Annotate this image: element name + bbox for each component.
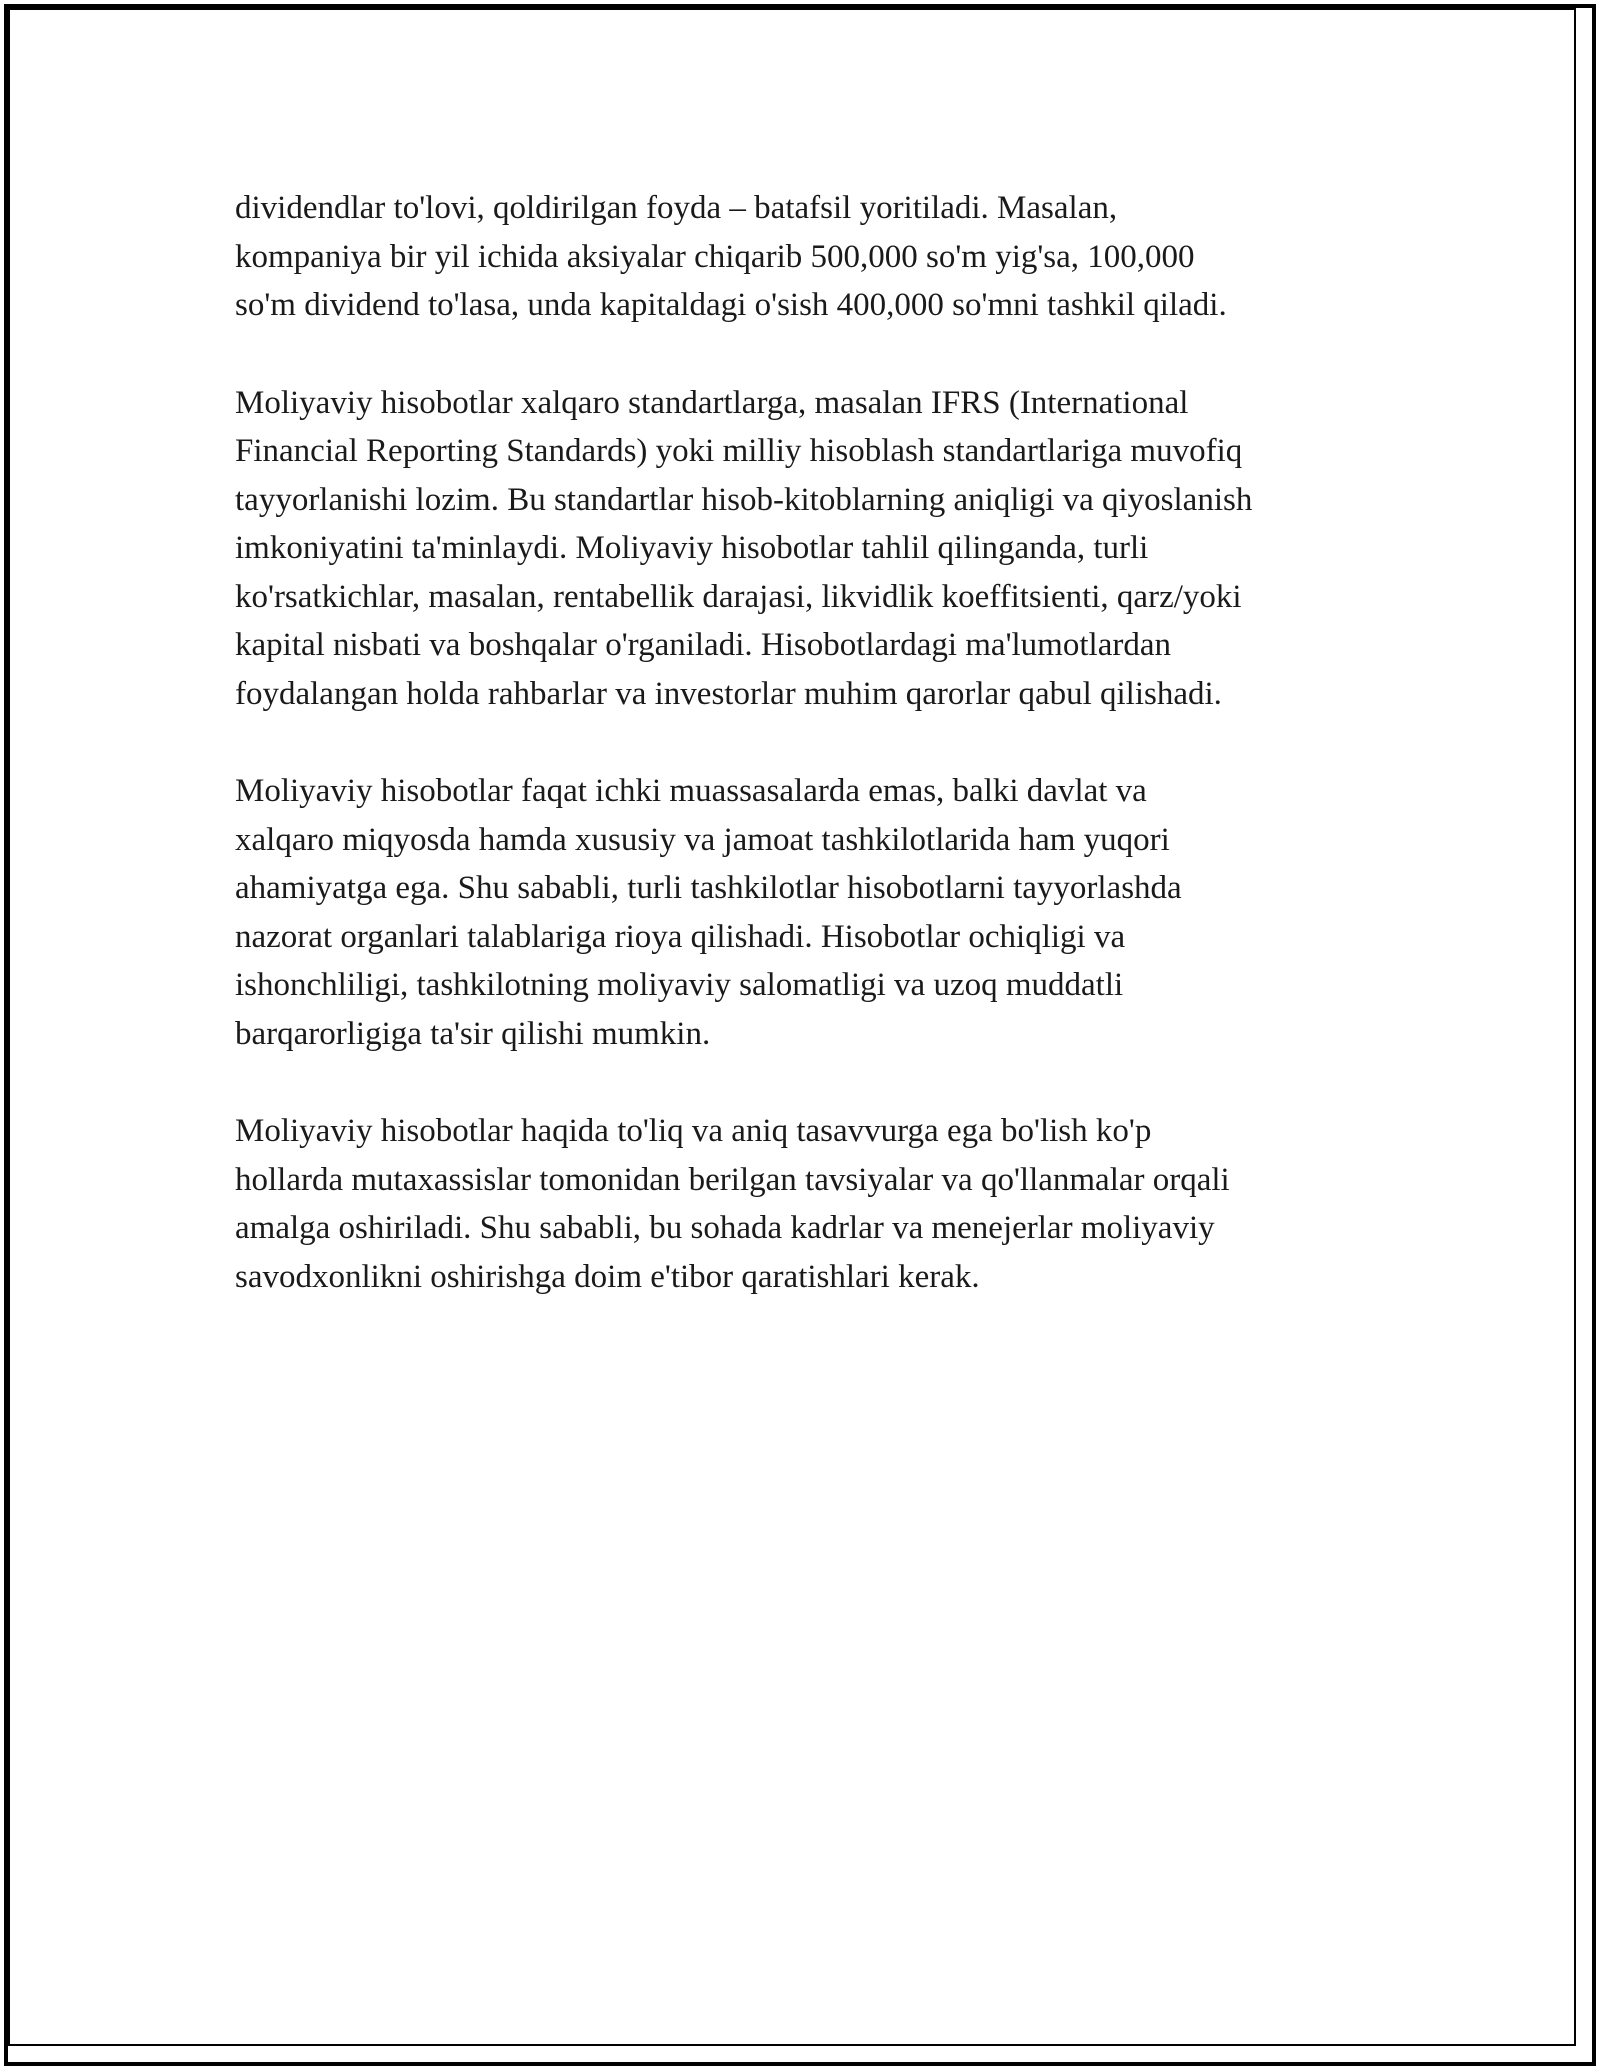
paragraph-3: Moliyaviy hisobotlar faqat ichki muassasalarda emas, balki davlat va xalqaro miqyosda hamda xususiy va jamoat tashkilotlarida ham yuqori ahamiyatga ega. Shu sababli, turli tashkilotlar hisobotlarni tayyorlashda nazorat organlari talablariga rioya qilishadi. Hisobotlar ochiqligi va ishonchliligi, tashkilotning moliyaviy salomatligi va uzoq muddatli barqarorligiga ta'sir qilishi mumkin. — [235, 773, 1182, 1052]
document-body — [235, 184, 1395, 1350]
paragraph-4: Moliyaviy hisobotlar haqida to'liq va aniq tasavvurga ega bo'lish ko'p hollarda mutaxassislar tomonidan berilgan tavsiyalar va qo'llanmalar orqali amalga oshiriladi. Shu sababli, bu sohada kadrlar va menejerlar moliyaviy savodxonlikni oshirishga doim e'tibor qaratishlari kerak. — [235, 1113, 1230, 1295]
paragraph-1: dividendlar to'lovi, qoldirilgan foyda – batafsil yoritiladi. Masalan, kompaniya bir yil ichida aksiyalar chiqarib 500,000 so'm yig'sa, 100,000 so'm dividend to'lasa, unda kapitaldagi o'sish 400,000 so'mni tashkil qiladi. — [235, 190, 1227, 323]
paragraph-2: Moliyaviy hisobotlar xalqaro standartlarga, masalan IFRS (International Financial Reporting Standards) yoki milliy hisoblash standartlariga muvofiq tayyorlanishi lozim. Bu standartlar hisob-kitoblarning aniqligi va qiyoslanish imkoniyatini ta'minlaydi. Moliyaviy hisobotlar tahlil qilinganda, turli ko'rsatkichlar, masalan, rentabellik darajasi, likvidlik koeffitsienti, qarz/yoki kapital nisbati va boshqalar o'rganiladi. Hisobotlardagi ma'lumotlardan foydalangan holda rahbarlar va investorlar muhim qarorlar qabul qilishadi. — [235, 384, 1253, 712]
